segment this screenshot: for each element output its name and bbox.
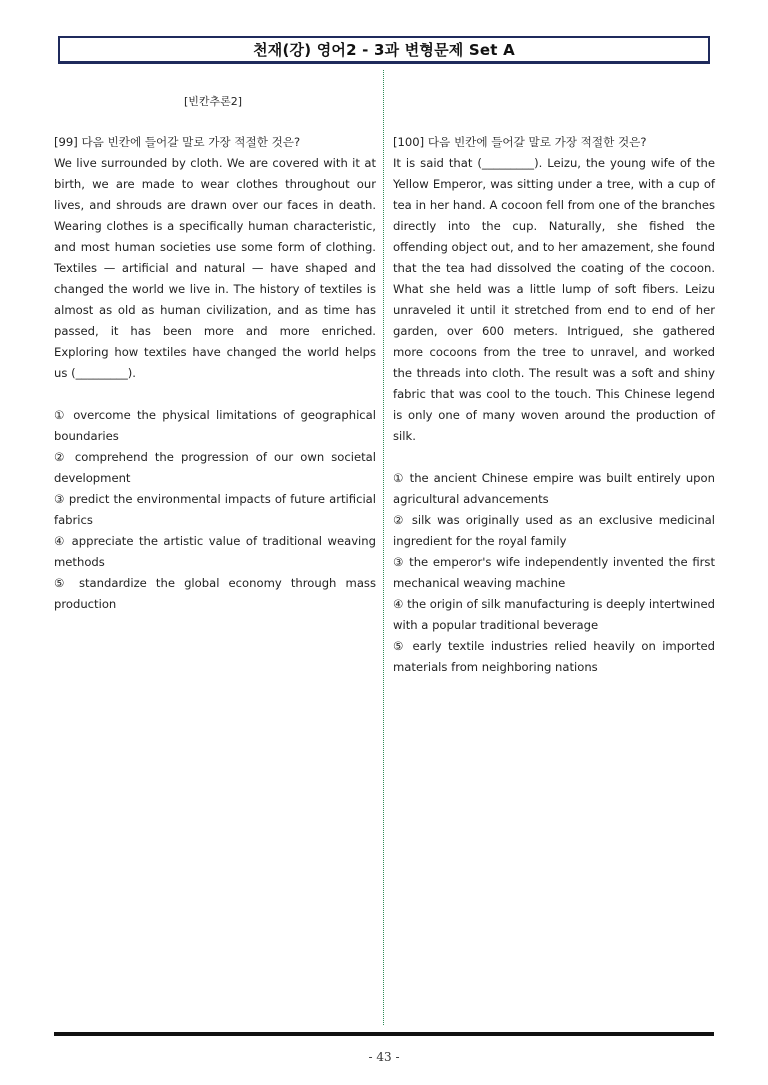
- answer-option-2[interactable]: ② comprehend the progression of our own societal development: [54, 450, 376, 485]
- spacer: [393, 447, 715, 468]
- question-heading: [100] 다음 빈칸에 들어갈 말로 가장 적절한 것은?: [393, 135, 647, 149]
- answer-option-4[interactable]: ④ the origin of silk manufacturing is deeply intertwined with a popular traditional beverage: [393, 597, 715, 632]
- spacer: [54, 384, 376, 405]
- question-heading: [99] 다음 빈칸에 들어갈 말로 가장 적절한 것은?: [54, 135, 301, 149]
- answer-option-1[interactable]: ① overcome the physical limitations of geographical boundaries: [54, 408, 376, 443]
- page-title: 천재(강) 영어2 - 3과 변형문제 Set A: [253, 41, 515, 59]
- page-header: [58, 36, 710, 64]
- question-99: [54, 132, 376, 615]
- answer-option-1[interactable]: ① the ancient Chinese empire was built entirely upon agricultural advancements: [393, 471, 715, 506]
- answer-option-3[interactable]: ③ predict the environmental impacts of future artificial fabrics: [54, 492, 376, 527]
- section-label: [빈칸추론2]: [184, 95, 243, 108]
- answer-option-2[interactable]: ② silk was originally used as an exclusive medicinal ingredient for the royal family: [393, 513, 715, 548]
- footer-rule: [54, 1032, 714, 1036]
- answer-option-5[interactable]: ⑤ standardize the global economy through mass production: [54, 576, 376, 611]
- page-number: - 43 -: [368, 1050, 400, 1064]
- answer-option-5[interactable]: ⑤ early textile industries relied heavily on imported materials from neighboring nations: [393, 639, 715, 674]
- answer-option-3[interactable]: ③ the emperor's wife independently invented the first mechanical weaving machine: [393, 555, 715, 590]
- question-passage: It is said that (_________). Leizu, the young wife of the Yellow Emperor, was sitting under a tree, with a cup of tea in her hand. A cocoon fell from one of the branches directly into the cup. Naturally, she fished the offending object out, and to her amazement, she found that the tea had dissolved the coating of the cocoon. What she held was a little lump of soft fibers. Leizu unraveled it until it stretched from end to end of her garden, over 600 meters. Intrigued, she gathered more cocoons from the tree to unravel, and worked the threads into cloth. The result was a soft and shiny fabric that was cool to the touch. This Chinese legend is only one of many woven around the production of silk.: [393, 156, 715, 443]
- question-100: [393, 132, 715, 678]
- answer-option-4[interactable]: ④ appreciate the artistic value of traditional weaving methods: [54, 534, 376, 569]
- column-divider: [383, 70, 384, 1025]
- question-passage: We live surrounded by cloth. We are covered with it at birth, we are made to wear clothes throughout our lives, and shrouds are drawn over our faces in death. Wearing clothes is a specifically human characteristic, and most human societies use some form of clothing. Textiles — artificial and natural — have shaped and changed the world we live in. The history of textiles is almost as old as human civilization, and as time has passed, it has been more and more enriched. Exploring how textiles have changed the world helps us (_________).: [54, 156, 376, 380]
